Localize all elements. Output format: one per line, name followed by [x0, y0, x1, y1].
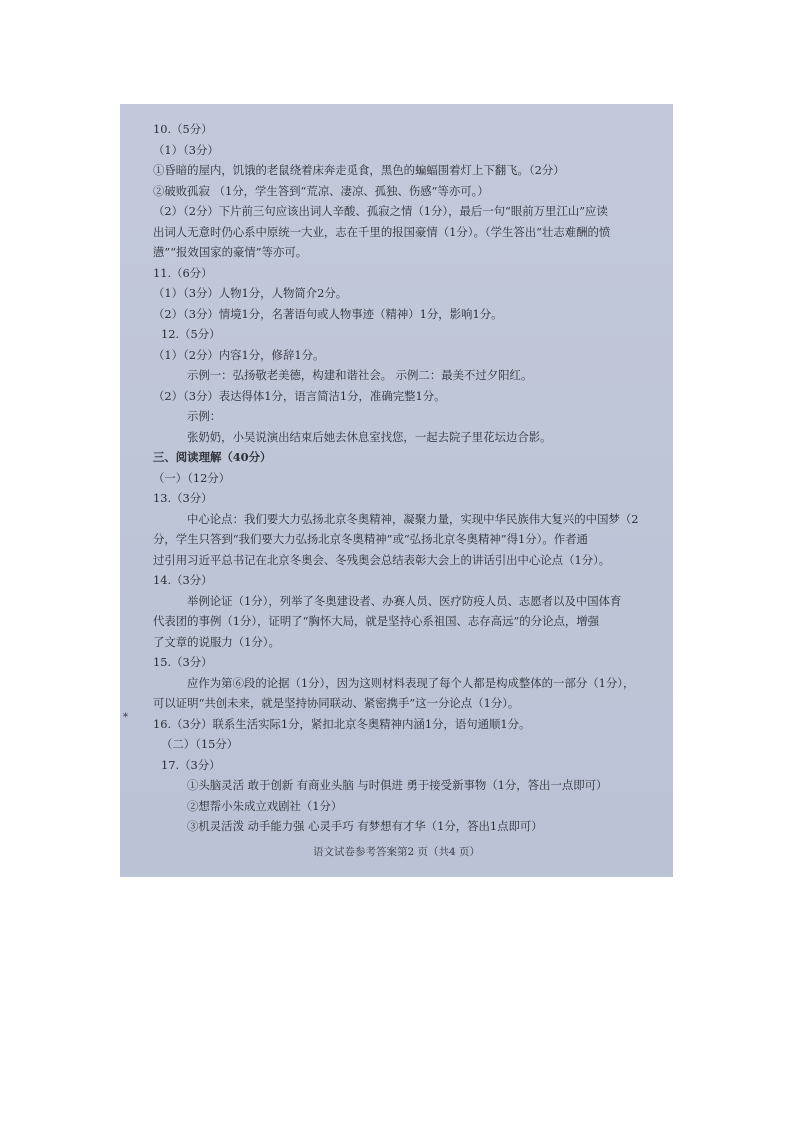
q10-heading: 10.（5分）: [153, 122, 213, 136]
q12-1-answer: （1）（2分）内容1分，修辞1分。: [153, 347, 325, 362]
q17-answer-a: ①头脑灵活 敢于创新 有商业头脑 与时俱进 勇于接受新事物（1分，答出一点即可）: [187, 778, 608, 792]
q14-answer-cont: 代表团的事例（1分），证明了“胸怀大局，就是坚持心系祖国、志存高远”的分论点，增强: [153, 614, 600, 628]
q17-answer-c: ③机灵活泼 动手能力强 心灵手巧 有梦想有才华（1分，答出1点即可）: [187, 819, 543, 833]
part-2-heading: （二）（15分）: [161, 737, 239, 751]
q12-2-answer: （2）（3分）表达得体1分，语言简洁1分，准确完整1分。: [153, 388, 446, 403]
q10-1-heading: （1）（3分）: [153, 142, 219, 157]
q10-2-answer-cont: 懑”“报效国家的豪情”等亦可。: [153, 245, 308, 259]
q13-answer-cont: 分，学生只答到“我们要大力弘扬北京冬奥精神”或“弘扬北京冬奥精神”得1分）。作者通: [153, 532, 588, 546]
q17-heading: 17.（3分）: [161, 757, 221, 772]
q10-1-answer-a: ①昏暗的屋内，饥饿的老鼠绕着床奔走觅食，黑色的蝙蝠围着灯上下翻飞。（2分）: [153, 163, 565, 177]
page-footer: 语文试卷参考答案第2 页（共4 页）: [312, 846, 481, 858]
margin-mark: *: [123, 712, 128, 723]
q11-heading: 11.（6分）: [153, 265, 213, 280]
q14-heading: 14.（3分）: [153, 573, 213, 587]
part-1-heading: （一）（12分）: [153, 470, 231, 485]
q12-2-example-label: 示例：: [187, 409, 222, 423]
q14-answer: 举例论证（1分），列举了冬奥建设者、办赛人员、医疗防疫人员、志愿者以及中国体育: [187, 593, 622, 608]
section-3-heading: 三、阅读理解（40分）: [153, 450, 272, 464]
q10-2-answer-cont: 出词人无意时仍心系中原统一大业，志在千里的报国豪情（1分）。（学生答出“壮志难酬的愤: [153, 224, 611, 239]
q11-1-answer: （1）（3分）人物1分，人物简介2分。: [153, 286, 348, 300]
q12-heading: 12.（5分）: [161, 327, 221, 341]
q12-2-example: 张奶奶，小吴说演出结束后她去休息室找您，一起去院子里花坛边合影。: [187, 429, 552, 444]
answer-sheet-photo: [120, 104, 673, 877]
q12-1-examples: 示例一：弘扬敬老美德，构建和谐社会。 示例二：最美不过夕阳红。: [187, 368, 533, 382]
q17-answer-b: ②想帮小朱成立戏剧社（1分）: [187, 798, 343, 813]
q10-2-answer: （2）（2分）下片前三句应该出词人辛酸、孤寂之情（1分），最后一句“眼前万里江山”应读: [153, 204, 608, 218]
q15-heading: 15.（3分）: [153, 655, 213, 669]
q15-answer: 应作为第⑥段的论据（1分），因为这则材料表现了每个人都是构成整体的一部分（1分），: [187, 675, 635, 690]
q15-answer-cont: 可以证明“共创未来，就是坚持协同联动、紧密携手”这一分论点（1分）。: [153, 696, 520, 710]
q16-answer: 16.（3分）联系生活实际1分，紧扣北京冬奥精神内涵1分，语句通顺1分。: [153, 716, 531, 731]
q13-heading: 13.（3分）: [153, 491, 213, 505]
q13-answer: 中心论点：我们要大力弘扬北京冬奥精神，凝聚力量，实现中华民族伟大复兴的中国梦（2: [187, 511, 639, 526]
q11-2-answer: （2）（3分）情境1分，名著语句或人物事迹（精神）1分，影响1分。: [153, 306, 503, 321]
q10-1-answer-b: ②破败孤寂 （1分，学生答到“荒凉、凄凉、孤独、伤感”等亦可。）: [153, 183, 489, 198]
q14-answer-cont: 了文章的说服力（1分）。: [153, 634, 280, 649]
q13-answer-cont: 过引用习近平总书记在北京冬奥会、冬残奥会总结表彰大会上的讲话引出中心论点（1分）。: [153, 552, 611, 567]
